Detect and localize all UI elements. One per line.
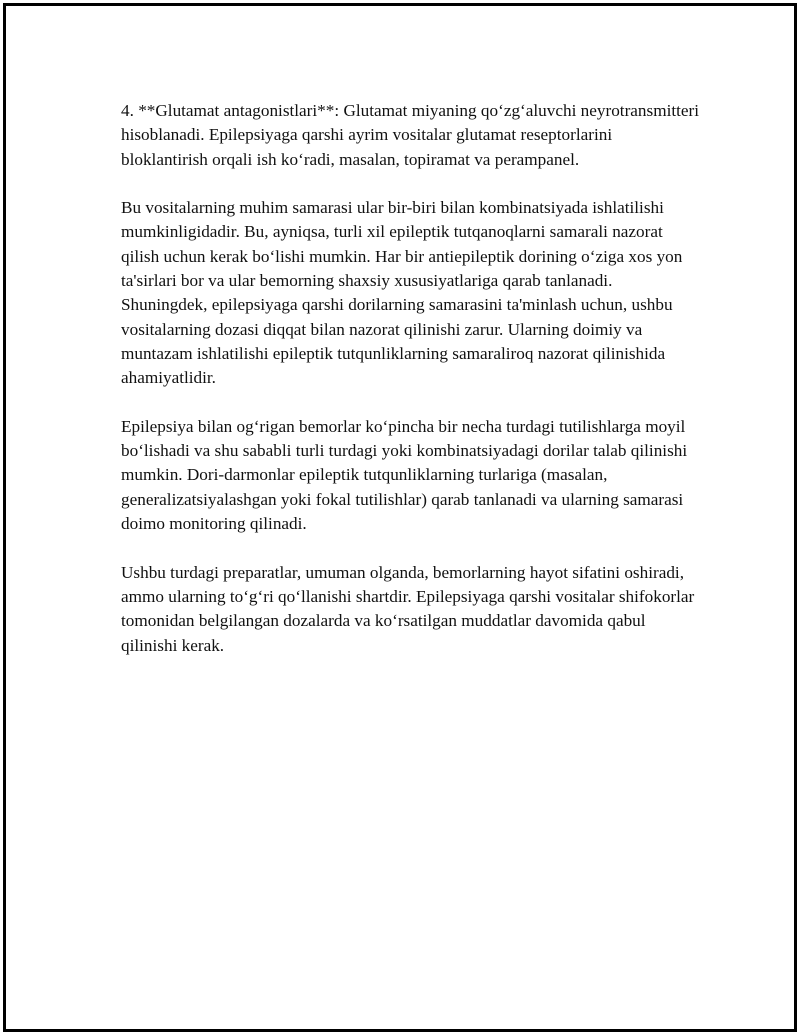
paragraph-glutamate-antagonists: 4. **Glutamat antagonistlari**: Glutamat miyaning qo‘zg‘aluvchi neyrotransmitteri hisoblanadi. Epilepsiyaga qarshi ayrim vositalar glutamat reseptorlarini bloklantirish orqali ish ko‘radi, masalan, topiramat va perampanel.: [121, 101, 700, 169]
paragraph-combination-use: Bu vositalarning muhim samarasi ular bir-biri bilan kombinatsiyada ishlatilishi mumkinligidadir. Bu, ayniqsa, turli xil epileptik tutqanoqlarni samarali nazorat qilish uchun kerak bo‘lishi mumkin. Har bir antiepileptik dorining o‘ziga xos yon ta'sirlari bor va ular bemorning shaxsiy xususiyatlariga qarab tanlanadi. Shuningdek, epilepsiyaga qarshi dorilarning samarasini ta'minlash uchun, ushbu vositalarning dozasi diqqat bilan nazorat qilinishi zarur. Ularning doimiy va muntazam ishlatilishi epileptik tutqunliklarning samaraliroq nazorat qilinishida ahamiyatlidir.: [121, 198, 683, 388]
document-body: [121, 99, 701, 682]
paragraph-seizure-types: Epilepsiya bilan og‘rigan bemorlar ko‘pincha bir necha turdagi tutilishlarga moyil bo‘lishadi va shu sababli turli turdagi yoki kombinatsiyadagi dorilar talab qilinishi mumkin. Dori-darmonlar epileptik tutqunliklarning turlariga (masalan, generalizatsiyalashgan yoki fokal tutilishlar) qarab tanlanadi va ularning samarasi doimo monitoring qilinadi.: [121, 416, 688, 534]
paragraph-quality-of-life: Ushbu turdagi preparatlar, umuman olganda, bemorlarning hayot sifatini oshiradi, ammo ularning to‘g‘ri qo‘llanishi shartdir. Epilepsiyaga qarshi vositalar shifokorlar tomonidan belgilangan dozalarda va ko‘rsatilgan muddatlar davomida qabul qilinishi kerak.: [121, 562, 695, 655]
page-frame: [3, 3, 797, 1032]
